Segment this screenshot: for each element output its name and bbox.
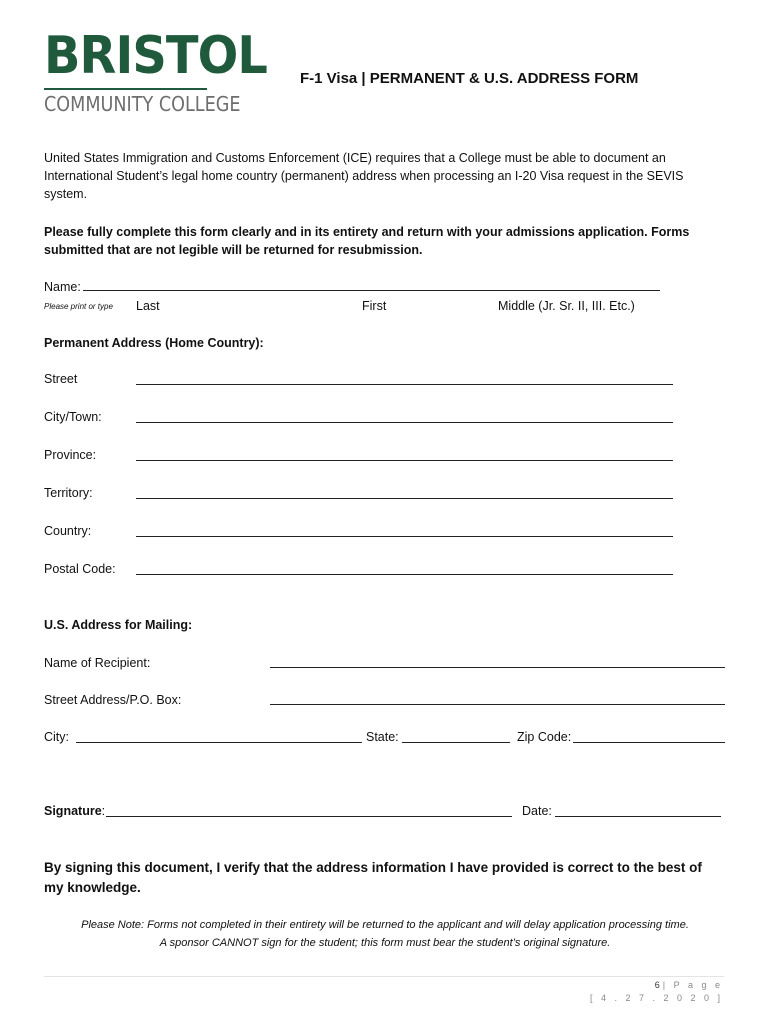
verification-statement: By signing this document, I verify that the address information I have provided is correct to the best of my knowledge. bbox=[44, 860, 702, 895]
street-line[interactable] bbox=[136, 384, 673, 385]
signature-label bbox=[44, 803, 105, 819]
province-label: Province: bbox=[44, 448, 97, 462]
province-line[interactable] bbox=[136, 460, 673, 461]
intro-paragraph: United States Immigration and Customs Enforcement (ICE) requires that a College must be able to document an International Student’s legal home country (permanent) address when processing an I-20 Visa request in the SEVIS system. bbox=[44, 151, 684, 201]
college-logo-subtitle: COMMUNITY COLLEGE bbox=[44, 92, 241, 116]
zip-code-line[interactable] bbox=[573, 742, 725, 743]
form-title: F-1 Visa | PERMANENT & U.S. ADDRESS FORM bbox=[300, 70, 639, 87]
note-line-2: A sponsor CANNOT sign for the student; this form must bear the student’s original signature. bbox=[159, 937, 611, 949]
street-label: Street bbox=[44, 372, 78, 386]
state-label: State: bbox=[366, 730, 399, 744]
signature-label-colon: : bbox=[101, 804, 106, 818]
date-line[interactable] bbox=[555, 816, 721, 817]
us-street-line[interactable] bbox=[270, 704, 725, 705]
college-logo-wordmark: BRISTOL bbox=[44, 26, 267, 86]
name-part-first: First bbox=[362, 299, 387, 313]
city-town-label: City/Town: bbox=[44, 410, 102, 424]
territory-line[interactable] bbox=[136, 498, 673, 499]
note-line-1: Please Note: Forms not completed in their entirety will be returned to the applicant and will delay application processing time. bbox=[81, 919, 689, 931]
name-hint: Please print or type bbox=[44, 302, 113, 311]
us-address-heading: U.S. Address for Mailing: bbox=[44, 618, 193, 632]
form-revision-date: [ 4 . 2 7 . 2 0 2 0 ] bbox=[589, 993, 723, 1003]
us-city-line[interactable] bbox=[76, 742, 362, 743]
date-label: Date: bbox=[522, 804, 552, 818]
state-line[interactable] bbox=[402, 742, 510, 743]
name-part-middle: Middle (Jr. Sr. II, III. Etc.) bbox=[498, 299, 635, 313]
postal-code-line[interactable] bbox=[136, 574, 673, 575]
postal-code-label: Postal Code: bbox=[44, 562, 116, 576]
name-label: Name: bbox=[44, 280, 81, 294]
territory-label: Territory: bbox=[44, 486, 93, 500]
country-line[interactable] bbox=[136, 536, 673, 537]
instructions-paragraph: Please fully complete this form clearly and in its entirety and return with your admissions application. Forms submitted that are not legible will be returned for resubmission. bbox=[44, 225, 690, 257]
page-number bbox=[655, 980, 723, 990]
country-label: Country: bbox=[44, 524, 92, 538]
signature-line[interactable] bbox=[106, 816, 512, 817]
recipient-label: Name of Recipient: bbox=[44, 656, 151, 670]
permanent-address-heading: Permanent Address (Home Country): bbox=[44, 336, 264, 350]
recipient-line[interactable] bbox=[270, 667, 725, 668]
us-street-label: Street Address/P.O. Box: bbox=[44, 693, 182, 707]
name-part-last: Last bbox=[136, 299, 160, 313]
logo-divider bbox=[44, 88, 207, 90]
footer-divider bbox=[44, 976, 724, 977]
signature-label-text: Signature bbox=[44, 804, 102, 818]
page-number-value: 6 bbox=[654, 980, 663, 990]
zip-code-label: Zip Code: bbox=[517, 730, 572, 744]
name-line[interactable] bbox=[83, 290, 660, 291]
page-word: | P a g e bbox=[662, 980, 723, 990]
us-city-label: City: bbox=[44, 730, 69, 744]
city-town-line[interactable] bbox=[136, 422, 673, 423]
